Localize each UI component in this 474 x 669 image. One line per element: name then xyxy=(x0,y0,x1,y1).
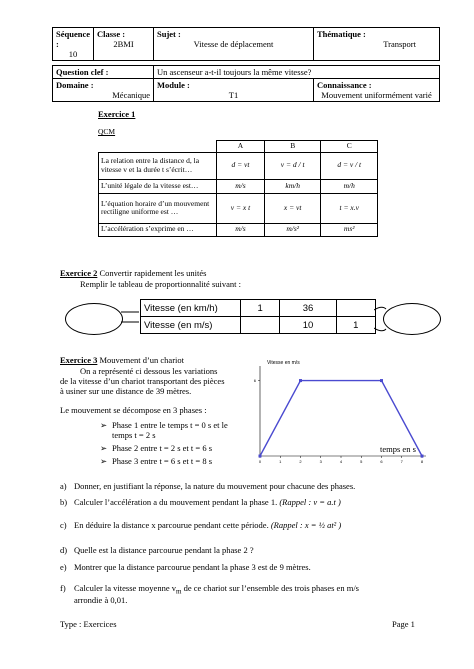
qcm-question: La relation entre la distance d, la vitesse v et la durée t s’écrit… xyxy=(99,152,217,179)
qcm-question: L’accélération s’exprime en … xyxy=(99,223,217,236)
classe-cell: Classe : 2BMI xyxy=(94,28,154,61)
qcm-col-c: C xyxy=(321,141,378,153)
qcm-answer[interactable]: m/s xyxy=(217,179,265,193)
domaine-cell: Domaine : Mécanique xyxy=(53,79,154,102)
question-b: b) Calculer l’accélération a du mouvement pendant la phase 1. (Rappel : v = a.t ) xyxy=(60,497,341,507)
left-arrow-icon xyxy=(120,310,142,324)
footer-type: Type : Exercices xyxy=(60,619,117,629)
arrow-bullet-icon: ➢ xyxy=(100,456,108,466)
question-a: a) Donner, en justifiant la réponse, la nature du mouvement pour chacune des phases. xyxy=(60,481,356,491)
conversion-cell[interactable]: 36 xyxy=(280,300,336,317)
qcm-answer[interactable]: d = vt xyxy=(217,152,265,179)
phases-list xyxy=(100,420,228,469)
qcm-question: L’unité légale de la vitesse est… xyxy=(99,179,217,193)
exercise-3-subject: Mouvement d’un chariot xyxy=(97,355,185,365)
x-tick-label: 0 xyxy=(258,459,262,464)
qcm-answer[interactable]: m/h xyxy=(321,179,378,193)
x-tick-label: 2 xyxy=(299,459,302,464)
qcm-answer[interactable]: ms² xyxy=(321,223,378,236)
qcm-answer[interactable]: km/h xyxy=(264,179,321,193)
conversion-cell[interactable] xyxy=(241,317,280,334)
velocity-chart xyxy=(240,356,440,468)
connaissance-cell: Connaissance : Mouvement uniformément varié xyxy=(314,79,440,102)
qcm-answer[interactable]: v = x t xyxy=(217,193,265,223)
exercise-3-title: Exercice 3 xyxy=(60,355,98,365)
exercise-2-subtitle: Remplir le tableau de proportionnalité suivant : xyxy=(80,279,241,289)
question-f: f) Calculer la vitesse moyenne $v_m$ de ce chariot sur l’ensemble des trois phases en m/s xyxy=(60,583,359,596)
exercise-3-para-line: à usiner sur une distance de 39 mètres. xyxy=(60,386,192,396)
data-point xyxy=(299,379,302,382)
data-point xyxy=(259,455,262,458)
arrow-bullet-icon: ➢ xyxy=(100,443,108,453)
conversion-cell[interactable] xyxy=(336,300,375,317)
footer-page: Page 1 xyxy=(392,619,415,629)
data-point xyxy=(421,455,424,458)
exercise-2-heading xyxy=(60,268,206,278)
x-tick-label: 8 xyxy=(420,459,424,464)
question-value-cell: Un ascenseur a-t-il toujours la même vitesse? xyxy=(154,66,440,79)
x-tick-label: 4 xyxy=(339,459,343,464)
data-point xyxy=(380,379,383,382)
qcm-answer[interactable]: x = vt xyxy=(264,193,321,223)
arrow-bullet-icon: ➢ xyxy=(100,420,108,430)
qcm-answer[interactable]: v = d / t xyxy=(264,152,321,179)
sujet-cell: Sujet : Vitesse de déplacement xyxy=(154,28,314,61)
x-tick-label: 6 xyxy=(380,459,383,464)
question-e: e) Montrer que la distance parcourue pendant la phase 3 est de 9 mètres. xyxy=(60,562,311,572)
module-cell: Module : T1 xyxy=(154,79,314,102)
qcm-label: QCM xyxy=(98,127,116,136)
question-d: d) Quelle est la distance parcourue pendant la phase 2 ? xyxy=(60,545,254,555)
question-f-cont: arrondie à 0,01. xyxy=(74,595,128,605)
question-label-cell: Question clef : xyxy=(53,66,154,79)
x-axis-label: temps en s xyxy=(380,444,416,454)
qcm-col-a: A xyxy=(217,141,265,153)
qcm-answer[interactable]: t = x.v xyxy=(321,193,378,223)
phase-item: ➢ Phase 2 entre t = 2 s et t = 6 s xyxy=(100,443,213,453)
exercise-2-title: Exercice 2 xyxy=(60,268,98,278)
row-kmh-label: Vitesse (en km/h) xyxy=(141,300,241,317)
qcm-answer[interactable]: m/s² xyxy=(264,223,321,236)
conversion-cell[interactable]: 1 xyxy=(241,300,280,317)
phase-item: ➢ Phase 1 entre le temps t = 0 s et le temps t = 2 s xyxy=(100,420,228,440)
sequence-cell: Séquence : 10 xyxy=(53,28,94,61)
qcm-answer[interactable]: m/s xyxy=(217,223,265,236)
right-oval xyxy=(383,303,441,335)
phase-item: ➢ Phase 3 entre t = 6 s et t = 8 s xyxy=(100,456,213,466)
qcm-question: L’équation horaire d’un mouvement rectiligne uniforme est … xyxy=(99,193,217,223)
right-arrow-icon xyxy=(374,300,388,338)
x-tick-label: 1 xyxy=(279,459,282,464)
thematique-cell: Thématique : Transport xyxy=(314,28,440,61)
conversion-cell[interactable]: 1 xyxy=(336,317,375,334)
x-tick-label: 3 xyxy=(319,459,322,464)
exercise-3-para-line: de la vitesse d’un chariot transportant des pièces xyxy=(60,376,225,386)
question-c: c) En déduire la distance x parcourue pendant cette période. (Rappel : x = ½ at² ) xyxy=(60,520,342,530)
exercise-2-instruction: Convertir rapidement les unités xyxy=(97,268,207,278)
qcm-table xyxy=(98,140,378,237)
exercise-3-heading xyxy=(60,355,184,365)
conversion-cell[interactable]: 10 xyxy=(280,317,336,334)
y-axis-label: Vitesse en m/s xyxy=(267,360,300,366)
qcm-col-b: B xyxy=(264,141,321,153)
qcm-answer[interactable]: d = v / t xyxy=(321,152,378,179)
row-ms-label: Vitesse (en m/s) xyxy=(141,317,241,334)
y-tick-label: 6 xyxy=(253,378,256,384)
header-table xyxy=(52,27,440,102)
conversion-table xyxy=(140,299,376,334)
exercise-1-title: Exercice 1 xyxy=(98,109,136,119)
x-tick-label: 5 xyxy=(360,459,363,464)
exercise-3-para-line: On a représenté ci dessous les variations xyxy=(80,366,218,376)
decomposition-text: Le mouvement se décompose en 3 phases : xyxy=(60,405,207,415)
left-oval xyxy=(65,303,123,335)
x-tick-label: 7 xyxy=(400,459,403,464)
